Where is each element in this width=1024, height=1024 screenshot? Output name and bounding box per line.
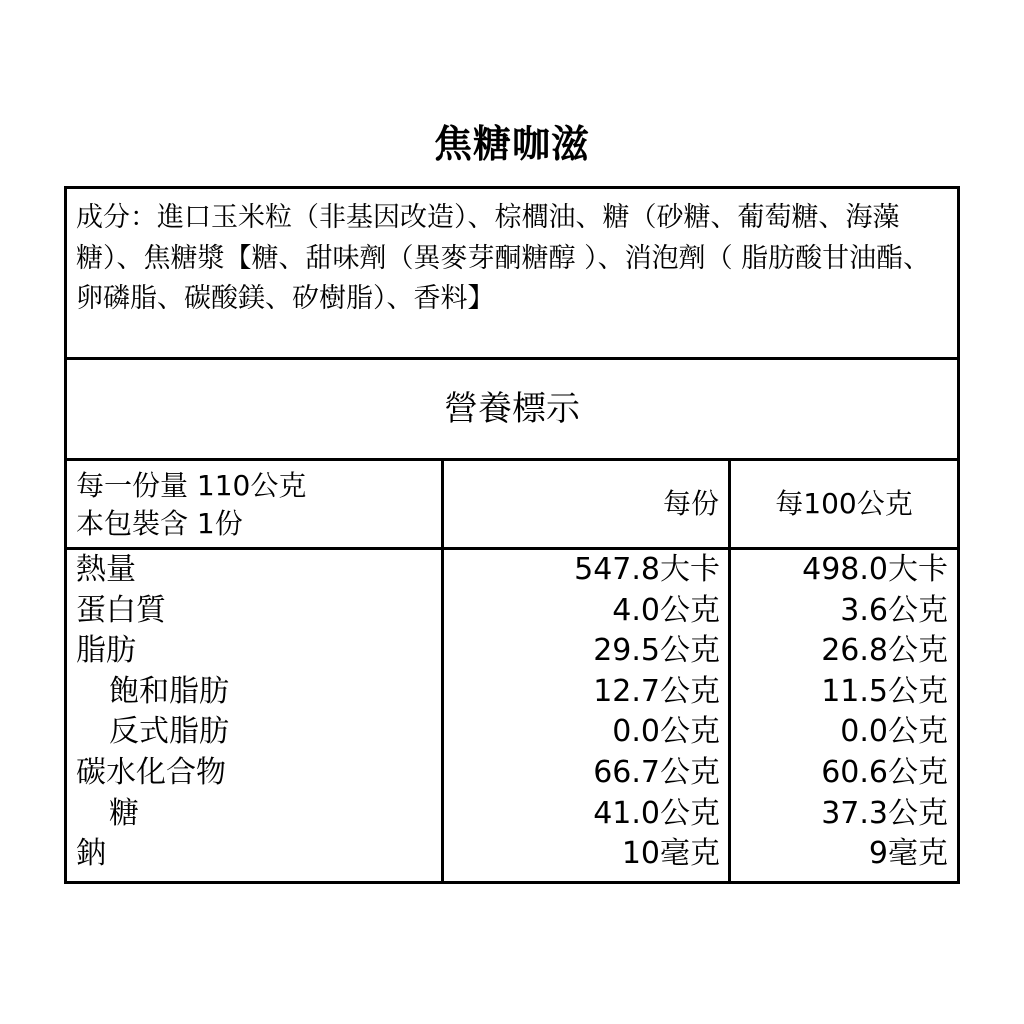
table-row <box>67 834 957 875</box>
nutrition-label <box>64 186 960 884</box>
product-title: 焦糖咖滋 <box>433 122 590 166</box>
nutrient-value-per-100g: 26.8公克 <box>821 633 948 669</box>
nutrient-label: 碳水化合物 <box>76 754 226 790</box>
nutrient-rows <box>67 550 957 875</box>
table-row <box>67 550 957 591</box>
nutrient-value-per-serving: 10毫克 <box>621 836 720 872</box>
nutrient-label: 蛋白質 <box>76 592 166 628</box>
nutrient-label: 脂肪 <box>76 633 136 669</box>
servings-per-package: 本包裝含 1份 <box>76 507 243 540</box>
nutrient-value-per-serving: 41.0公克 <box>593 795 720 831</box>
table-row <box>67 631 957 672</box>
nutrient-value-per-100g: 9毫克 <box>868 836 948 872</box>
nutrient-label: 鈉 <box>76 836 106 872</box>
column-header-per-serving: 每份 <box>662 487 719 520</box>
nutrition-table <box>67 461 957 881</box>
table-row <box>67 753 957 794</box>
nutrient-value-per-serving: 547.8大卡 <box>574 552 720 587</box>
table-row <box>67 591 957 632</box>
table-header-row <box>67 461 957 550</box>
ingredients-text: 成分：進口玉米粒（非基因改造）、棕櫚油、糖（砂糖、葡萄糖、海藻糖）、焦糖漿【糖、甜味劑（異麥芽酮糖醇 ）、消泡劑（ 脂肪酸甘油酯、卵磷脂、碳酸鎂、矽樹脂）、香料】 <box>76 202 931 314</box>
nutrient-value-per-serving: 29.5公克 <box>593 633 720 669</box>
nutrient-label: 反式脂肪 <box>109 714 229 750</box>
nutrient-value-per-100g: 60.6公克 <box>821 754 948 790</box>
table-row <box>67 794 957 835</box>
table-row <box>67 712 957 753</box>
nutrient-value-per-100g: 37.3公克 <box>821 795 948 831</box>
nutrient-value-per-100g: 3.6公克 <box>840 592 948 628</box>
nutrient-value-per-serving: 0.0公克 <box>612 714 720 750</box>
nutrient-label: 熱量 <box>76 552 136 587</box>
nutrient-value-per-100g: 0.0公克 <box>840 714 948 750</box>
column-header-per-100g: 每100公克 <box>775 487 913 520</box>
nutrient-label: 糖 <box>109 795 139 831</box>
serving-size: 每一份量 110公克 <box>76 469 307 502</box>
nutrient-value-per-100g: 498.0大卡 <box>802 552 948 587</box>
table-row <box>67 672 957 713</box>
nutrient-value-per-100g: 11.5公克 <box>821 673 948 709</box>
nutrient-value-per-serving: 4.0公克 <box>612 592 720 628</box>
nutrient-value-per-serving: 66.7公克 <box>593 754 720 790</box>
ingredients-section <box>67 189 957 360</box>
nutrition-heading: 營養標示 <box>67 360 957 461</box>
nutrient-label: 飽和脂肪 <box>109 673 229 709</box>
nutrient-value-per-serving: 12.7公克 <box>593 673 720 709</box>
serving-info <box>76 467 306 543</box>
